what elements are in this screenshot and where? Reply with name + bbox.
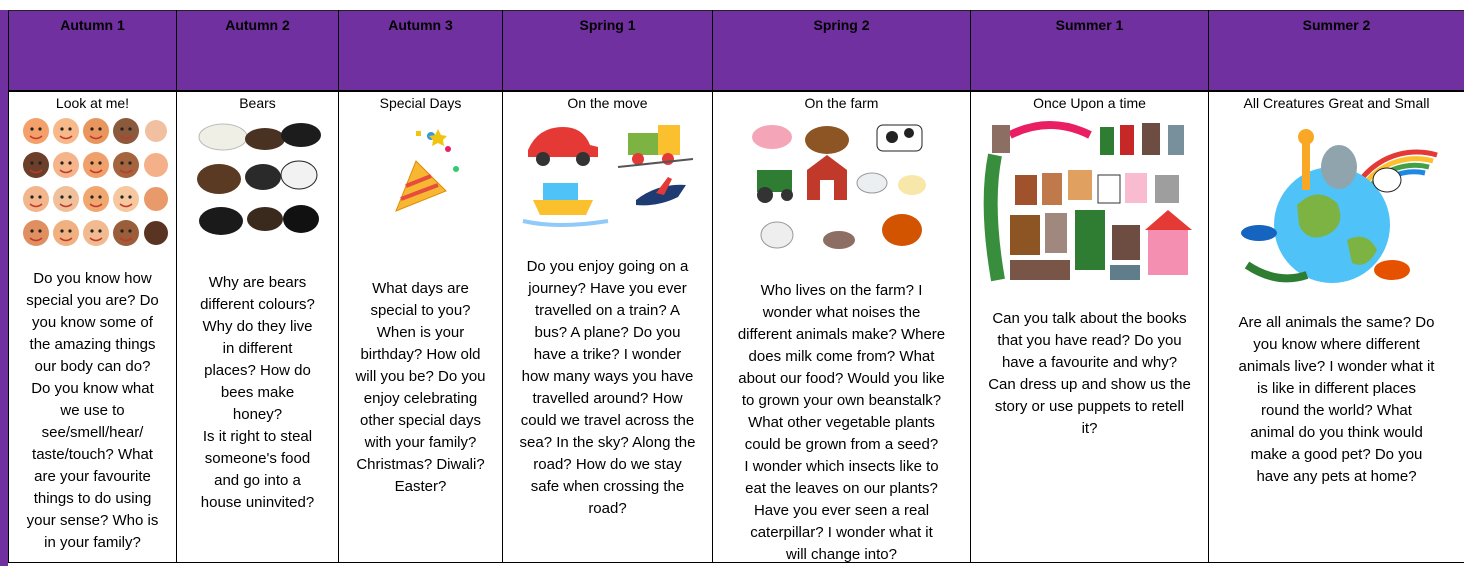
question-line: about our food? Would you like [738,370,945,387]
question-line: your sense? Who is [26,512,159,529]
question-line: how many ways you have [521,368,694,385]
cell-autumn-1 [9,91,177,563]
question-line: Do you enjoy going on a [526,258,689,275]
question-line: and go into a [214,472,301,489]
topic-special-days: Special Days [379,95,462,111]
header-spring-1: Spring 1 [503,11,713,92]
question-line: Are all animals the same? Do [1238,314,1435,331]
topic-all-creatures: All Creatures Great and Small [1243,95,1430,111]
question-line: Can dress up and show us the [988,376,1191,393]
content-row [9,91,1464,563]
question-line: in different [222,340,293,357]
question-line: could we travel across the [520,412,695,429]
header-autumn-2: Autumn 2 [177,11,339,92]
question-line: Do you know how [33,270,152,287]
question-line: will you be? Do you [355,368,486,385]
question-line: road? How do we stay [533,456,682,473]
question-line: What days are [372,280,469,297]
question-line: eat the leaves on our plants? [745,480,938,497]
question-line: different animals make? Where [737,326,946,343]
question-line: you know where different [1253,336,1420,353]
cell-autumn-3 [339,91,503,563]
cell-autumn-2 [177,91,339,563]
question-line: will change into? [786,546,897,562]
cell-spring-2 [713,91,971,563]
question-line: our body can do? [34,358,151,375]
question-line: animals live? I wonder what it [1238,358,1435,375]
question-line: wonder what noises the [762,304,921,321]
question-line: in your family? [44,534,141,551]
question-line: things to do using [33,490,152,507]
question-line: places? How do [204,362,311,379]
question-line: to grown your own beanstalk? [741,392,942,409]
top-margin [0,0,1464,10]
question-line: are your favourite [34,468,151,485]
question-line: enjoy celebrating [363,390,478,407]
cell-summer-2 [1209,91,1464,563]
question-line: travelled around? How [532,390,683,407]
header-autumn-3: Autumn 3 [339,11,503,92]
question-line: Easter? [394,478,447,495]
party-popper-picture [376,121,466,221]
question-line: see/smell/hear/ [41,424,144,441]
question-line: have a favourite and why? [1001,354,1178,371]
question-line: someone's food [204,450,311,467]
question-line: Why are bears [208,274,307,291]
question-line: animal do you think would [1250,424,1423,441]
question-line: road? [588,500,627,517]
question-line: Is it right to steal [202,428,313,445]
topic-on-the-farm: On the farm [804,95,879,111]
topic-bears: Bears [239,95,276,111]
faces-picture [18,115,168,255]
question-line: Who lives on the farm? I [760,282,923,299]
question-line: Christmas? Diwali? [356,456,485,473]
header-summer-2: Summer 2 [1209,11,1464,92]
question-line: safe when crossing the [530,478,685,495]
question-line: travelled on a train? A [534,302,681,319]
vehicles-picture [518,115,698,235]
question-line: I wonder which insects like to [744,458,939,475]
question-line: could be grown from a seed? [744,436,939,453]
question-line: does milk come from? What [748,348,935,365]
question-line: the amazing things [29,336,156,353]
question-line: taste/touch? What [32,446,153,463]
question-line: that you have read? Do you [997,332,1182,349]
question-line: make a good pet? Do you [1250,446,1423,463]
question-line: birthday? How old [360,346,481,363]
question-line: it? [1081,420,1098,437]
question-line: journey? Have you ever [528,280,687,297]
topic-table [8,10,1464,563]
question-line: What other vegetable plants [748,414,935,431]
question-line: round the world? What [1261,402,1412,419]
question-line: bus? A plane? Do you [534,324,681,341]
question-line: house uninvited? [200,494,315,511]
question-line: Have you ever seen a real [753,502,930,519]
topic-once-upon-a-time: Once Upon a time [1033,95,1146,111]
question-line: When is your [376,324,465,341]
question-line: is like in different places [1257,380,1416,397]
question-line: Why do they live [202,318,313,335]
storybook-puppets-picture [980,115,1200,285]
header-autumn-1: Autumn 1 [9,11,177,92]
header-summer-1: Summer 1 [971,11,1209,92]
question-line: other special days [360,412,481,429]
question-line: honey? [232,406,283,423]
curriculum-grid [0,10,1464,566]
header-spring-2: Spring 2 [713,11,971,92]
question-line: have any pets at home? [1256,468,1417,485]
question-line: special to you? [370,302,471,319]
question-line: Do you know what [31,380,154,397]
question-line: story or use puppets to retell [994,398,1185,415]
question-line: Can you talk about the books [992,310,1187,327]
question-line: special you are? Do [26,292,159,309]
globe-animals-picture [1227,115,1447,295]
question-line: you know some of [32,314,153,331]
question-line: bees make [220,384,295,401]
question-line: with your family? [364,434,477,451]
farm-animals-picture [747,115,937,265]
question-line: have a trike? I wonder [533,346,682,363]
bears-picture [193,115,323,245]
question-line: we use to [60,402,125,419]
question-line: caterpillar? I wonder what it [750,524,933,541]
cell-summer-1 [971,91,1209,563]
topic-look-at-me: Look at me! [55,95,130,111]
cell-spring-1 [503,91,713,563]
question-line: different colours? [200,296,315,313]
header-row [9,11,1464,92]
topic-on-the-move: On the move [567,95,648,111]
question-line: sea? In the sky? Along the [519,434,696,451]
